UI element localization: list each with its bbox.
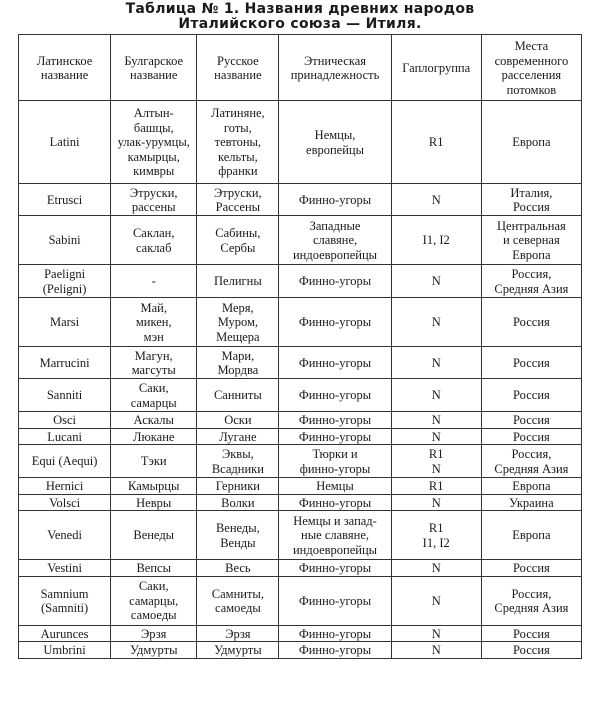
settlement-cell: Россия [481,560,581,577]
settlement-cell: Россия, Средняя Азия [481,445,581,478]
table-body [19,101,582,659]
ethnicity-cell: Финно-угоры [279,184,391,216]
haplogroup-cell: N [391,576,481,625]
bulgar-name-cell: Вепсы [111,560,197,577]
settlement-cell: Россия, Средняя Азия [481,265,581,298]
latin-name-cell: Etrusci [19,184,111,216]
table-row [19,216,582,265]
settlement-cell: Россия [481,428,581,445]
russian-name-cell: Этруски, Рассены [197,184,279,216]
russian-name-cell: Лугане [197,428,279,445]
settlement-cell: Россия [481,625,581,642]
ethnicity-cell: Финно-угоры [279,379,391,412]
latin-name-cell: Volsci [19,494,111,511]
bulgar-name-cell: Тэки [111,445,197,478]
haplogroup-cell: N [391,265,481,298]
settlement-cell: Россия [481,347,581,379]
table-row [19,347,582,379]
table-row [19,625,582,642]
latin-name-cell: Marrucini [19,347,111,379]
bulgar-name-cell: Магун, магсуты [111,347,197,379]
title-line-2: Италийского союза — Итиля. [178,16,422,32]
table-row [19,265,582,298]
bulgar-name-cell: Камырцы [111,478,197,495]
ethnicity-cell: Финно-угоры [279,428,391,445]
haplogroup-cell: R1 I1, I2 [391,511,481,560]
bulgar-name-cell: Люкане [111,428,197,445]
bulgar-name-cell: Удмурты [111,642,197,659]
haplogroup-cell: R1 [391,101,481,184]
haplogroup-cell: I1, I2 [391,216,481,265]
bulgar-name-cell: Май, микен, мэн [111,298,197,347]
russian-name-cell: Латиняне, готы, тевтоны, кельты, франки [197,101,279,184]
russian-name-cell: Эрзя [197,625,279,642]
latin-name-cell: Paeligni (Peligni) [19,265,111,298]
latin-name-cell: Aurunces [19,625,111,642]
bulgar-name-cell: Саклан, саклаб [111,216,197,265]
russian-name-cell: Сабины, Сербы [197,216,279,265]
ethnicity-cell: Немцы, европейцы [279,101,391,184]
settlement-cell: Украина [481,494,581,511]
table-row [19,560,582,577]
haplogroup-cell: N [391,642,481,659]
settlement-cell: Италия, Россия [481,184,581,216]
russian-name-cell: Самниты, самоеды [197,576,279,625]
russian-name-cell: Венеды, Венды [197,511,279,560]
header-haplogroup: Гаплогруппа [391,35,481,101]
haplogroup-cell: N [391,494,481,511]
bulgar-name-cell: Саки, самарцы [111,379,197,412]
russian-name-cell: Оски [197,412,279,429]
ethnicity-cell: Финно-угоры [279,494,391,511]
settlement-cell: Европа [481,478,581,495]
latin-name-cell: Equi (Aequi) [19,445,111,478]
latin-name-cell: Osci [19,412,111,429]
title-line-1: Таблица № 1. Названия древних народов [125,1,475,17]
ethnicity-cell: Финно-угоры [279,642,391,659]
peoples-table [18,34,582,659]
ethnicity-cell: Финно-угоры [279,298,391,347]
haplogroup-cell: N [391,347,481,379]
table-header-row [19,35,582,101]
haplogroup-cell: N [391,428,481,445]
latin-name-cell: Lucani [19,428,111,445]
russian-name-cell: Удмурты [197,642,279,659]
bulgar-name-cell: Алтын-башцы, улак-урумцы, камырцы, кимвры [111,101,197,184]
ethnicity-cell: Финно-угоры [279,412,391,429]
ethnicity-cell: Немцы и запад- ные славяне, индоевропейцы [279,511,391,560]
ethnicity-cell: Западные славяне, индоевропейцы [279,216,391,265]
table-row [19,184,582,216]
header-ethnicity: Этническая принадлежность [279,35,391,101]
russian-name-cell: Пелигны [197,265,279,298]
russian-name-cell: Волки [197,494,279,511]
haplogroup-cell: N [391,412,481,429]
ethnicity-cell: Финно-угоры [279,576,391,625]
bulgar-name-cell: Эрзя [111,625,197,642]
table-row [19,445,582,478]
table-row [19,478,582,495]
russian-name-cell: Герники [197,478,279,495]
table-row [19,642,582,659]
bulgar-name-cell: Этруски, рассены [111,184,197,216]
latin-name-cell: Samnium (Samniti) [19,576,111,625]
bulgar-name-cell: Венеды [111,511,197,560]
header-bulgar-name: Булгарское название [111,35,197,101]
haplogroup-cell: N [391,625,481,642]
table-row [19,494,582,511]
ethnicity-cell: Финно-угоры [279,625,391,642]
settlement-cell: Россия, Средняя Азия [481,576,581,625]
russian-name-cell: Весь [197,560,279,577]
russian-name-cell: Меря, Муром, Мещера [197,298,279,347]
settlement-cell: Европа [481,101,581,184]
haplogroup-cell: N [391,184,481,216]
ethnicity-cell: Финно-угоры [279,347,391,379]
ethnicity-cell: Немцы [279,478,391,495]
header-latin-name: Латинское название [19,35,111,101]
table-row [19,412,582,429]
latin-name-cell: Latini [19,101,111,184]
bulgar-name-cell: Аскалы [111,412,197,429]
settlement-cell: Россия [481,379,581,412]
haplogroup-cell: R1 N [391,445,481,478]
settlement-cell: Россия [481,298,581,347]
table-row [19,511,582,560]
latin-name-cell: Venedi [19,511,111,560]
latin-name-cell: Marsi [19,298,111,347]
table-row [19,101,582,184]
latin-name-cell: Sanniti [19,379,111,412]
table-row [19,576,582,625]
header-russian-name: Русское название [197,35,279,101]
haplogroup-cell: N [391,298,481,347]
table-row [19,298,582,347]
russian-name-cell: Мари, Мордва [197,347,279,379]
bulgar-name-cell: - [111,265,197,298]
document-title [18,2,582,32]
latin-name-cell: Hernici [19,478,111,495]
header-settlement: Места современного расселения потомков [481,35,581,101]
bulgar-name-cell: Невры [111,494,197,511]
latin-name-cell: Sabini [19,216,111,265]
ethnicity-cell: Финно-угоры [279,265,391,298]
haplogroup-cell: N [391,560,481,577]
table-row [19,379,582,412]
settlement-cell: Европа [481,511,581,560]
latin-name-cell: Umbrini [19,642,111,659]
settlement-cell: Россия [481,412,581,429]
russian-name-cell: Эквы, Всадники [197,445,279,478]
settlement-cell: Центральная и северная Европа [481,216,581,265]
ethnicity-cell: Финно-угоры [279,560,391,577]
bulgar-name-cell: Саки, самарцы, самоеды [111,576,197,625]
latin-name-cell: Vestini [19,560,111,577]
settlement-cell: Россия [481,642,581,659]
table-row [19,428,582,445]
haplogroup-cell: N [391,379,481,412]
ethnicity-cell: Тюрки и финно-угоры [279,445,391,478]
russian-name-cell: Санниты [197,379,279,412]
haplogroup-cell: R1 [391,478,481,495]
